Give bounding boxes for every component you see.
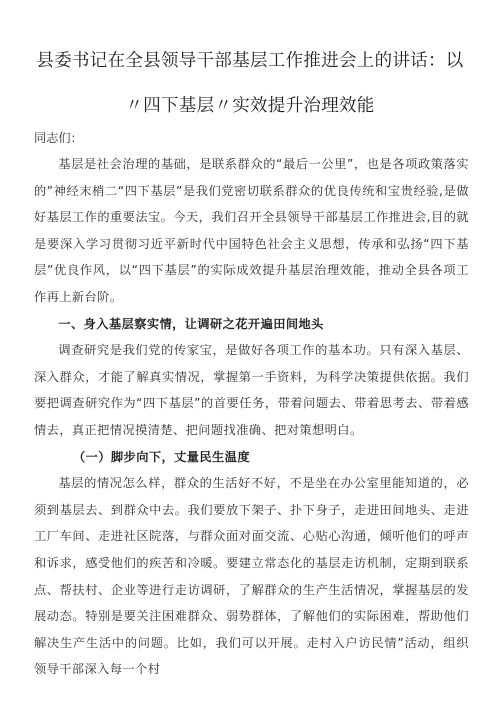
document-body — [34, 151, 469, 683]
document-title-line-2: 〃四下基层〃实效提升治理效能 — [125, 96, 375, 116]
paragraph-research: 调查研究是我们党的传家宝，是做好各项工作的基本功。只有深入基层、深入群众，才能了解真实情况，掌握第一手资料，为科学决策提供依据。我们要把调查研究作为“四下基层”的首要任务，带着问题去、带着思考去、带着感情去，真正把情况摸清楚、把问题找准确、把对策想明白。 — [34, 343, 469, 437]
subsection-heading-1: （一）脚步向下，丈量民生温度 — [73, 449, 250, 464]
paragraph-intro: 基层是社会治理的基础，是联系群众的“最后一公里”，也是各项政策落实的”神经末梢二“四下基层”是我们党密切联系群众的优良传统和宝贵经验,是做好基层工作的重要法宝。今天，我们召开全县领导干部基层工作推进会,目的就是要深入学习贯彻习近平新时代中国特色社会主义思想，传承和弘扬“四下基层”优良作风，以“四下基层”的实际成效提升基层治理效能，推动全县各项工作再上新台阶。 — [34, 157, 469, 304]
salutation: 同志们： — [34, 131, 83, 145]
section-heading-1: 一、身入基层察实情，让调研之花开遍田间地头 — [58, 316, 324, 331]
paragraph-grassroots: 基层的情况怎么样，群众的生活好不好，不是坐在办公室里能知道的，必须到基层去、到群众中去。我们要放下架子、扑下身子，走进田间地头、走进工厂车间、走进社区院落，与群众面对面交流、心贴心沟通，倾听他们的呼声和诉求，感受他们的疾苦和冷暖。要建立常态化的基层走访机制，定期到联系点、帮扶村、企业等进行走访调研，了解群众的生产生活情况，掌握基层的发展动态。特别是要关注困难群众、弱势群体，了解他们的实际困难，帮助他们解决生产生活中的问题。比如，我们可以开展。走村入户访民情”活动，组织领导干部深入每一个村 — [34, 476, 469, 677]
document-title-line-1: 县委书记在全县领导干部基层工作推进会上的讲话：以 — [36, 51, 464, 71]
